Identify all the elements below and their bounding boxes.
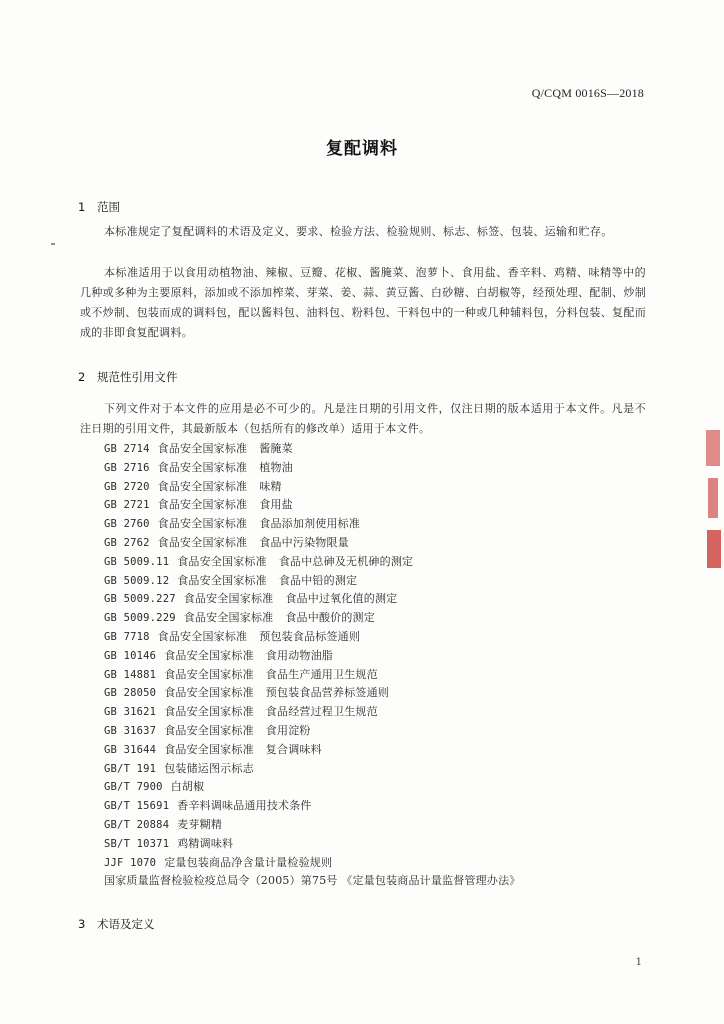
reference-code: GB 2721 [104,499,150,512]
reference-org: 食品安全国家标准 [164,705,254,719]
reference-code: JJF 1070 [104,856,157,869]
reference-org: 食品安全国家标准 [164,686,254,700]
reference-name: 白胡椒 [170,780,205,794]
reference-name: 食品中铅的测定 [278,573,358,587]
reference-item [104,816,521,835]
reference-org: 食品安全国家标准 [157,460,248,474]
reference-item [104,534,521,553]
reference-code: GB 2714 [104,443,150,455]
reference-code: GB 31621 [104,706,157,719]
reference-org: 食品安全国家标准 [157,479,248,493]
section-heading-terms [78,916,155,932]
reference-name: 食用动物油脂 [265,648,333,662]
reference-item [104,496,521,515]
reference-name: 麦芽糊精 [177,817,223,831]
section-title: 范围 [97,200,120,214]
reference-code: GB/T 7900 [104,781,163,794]
section-heading-normative-references [78,369,178,385]
reference-item [104,703,521,722]
reference-item [104,666,521,685]
reference-code: GB 2716 [104,461,150,474]
seal-fragment-2 [708,478,718,518]
reference-code: GB 2760 [104,518,150,531]
reference-name: 包装储运图示标志 [164,761,254,775]
normative-intro: 下列文件对于本文件的应用是必不可少的。凡是注日期的引用文件，仅注日期的版本适用于本文件。凡是不注日期的引用文件，其最新版本（包括所有的修改单）适用于本文件。 [80,402,646,435]
reference-name: 定量包装商品净含量计量检验规则 [164,855,333,869]
section-number: 2 [78,370,86,384]
reference-item [104,741,521,760]
reference-item [104,440,521,459]
reference-name: 复合调味料 [265,742,322,756]
reference-name: 食用淀粉 [265,723,311,737]
reference-code: GB 2762 [104,536,150,549]
reference-code: GB 10146 [104,649,157,662]
reference-item [104,684,521,703]
reference-name: 鸡精调味料 [177,836,234,850]
reference-item [104,778,521,797]
reference-name: 植物油 [259,460,293,474]
reference-org: 食品安全国家标准 [157,498,248,512]
reference-org: 食品安全国家标准 [164,667,254,681]
reference-code: GB 5009.12 [104,574,170,587]
reference-code: GB 28050 [104,687,157,700]
section-number: 1 [78,200,86,214]
reference-item [104,478,521,497]
reference-name: 食用盐 [259,498,293,512]
reference-org: 食品安全国家标准 [183,611,274,625]
standard-code: Q/CQM 0016S—2018 [531,86,644,100]
reference-name: 食品生产通用卫生规范 [265,667,378,681]
reference-name: 食品中酸价的测定 [285,611,375,625]
reference-code: GB 5009.229 [104,612,176,625]
reference-code: GB 2720 [104,480,150,493]
reference-org: 食品安全国家标准 [157,517,248,531]
scan-speck [51,243,55,245]
reference-code: GB/T 20884 [104,818,170,831]
reference-item [104,515,521,534]
reference-name: 食品中过氧化值的测定 [285,592,398,606]
reference-item [104,722,521,741]
section-number: 3 [78,917,86,931]
reference-org: 食品安全国家标准 [177,573,267,587]
reference-item [104,628,521,647]
reference-list [104,440,521,891]
reference-name: 香辛料调味品通用技术条件 [177,799,312,813]
reference-org: 食品安全国家标准 [157,629,248,643]
reference-name: 食品中总砷及无机砷的测定 [278,554,414,568]
reference-code: SB/T 10371 [104,837,170,850]
reference-item [104,647,521,666]
reference-name: 预包装食品营养标签通则 [265,686,389,700]
section-title: 术语及定义 [97,917,155,931]
reference-org: 食品安全国家标准 [164,723,254,737]
reference-code: GB 5009.11 [104,555,170,568]
section-heading-scope [78,199,120,215]
reference-name: 酱腌菜 [259,442,293,455]
reference-code: GB 31644 [104,743,157,756]
reference-item [104,553,521,572]
reference-item [104,572,521,591]
reference-org: 食品安全国家标准 [164,742,254,756]
reference-item [104,459,521,478]
reference-org: 食品安全国家标准 [177,554,267,568]
reference-item [104,797,521,816]
section-title: 规范性引用文件 [97,370,178,384]
document-title: 复配调料 [326,139,398,159]
reference-code: GB 7718 [104,630,150,643]
scope-paragraph-2: 本标准适用于以食用动植物油、辣椒、豆瓣、花椒、酱腌菜、泡萝卜、食用盐、香辛料、鸡精、味精等中的几种或多种为主要原料，添加或不添加榨菜、芽菜、姜、蒜、黄豆酱、白砂糖、白胡椒等，经预处理、配制、炒制或不炒制、包装而成的调料包，配以酱料包、油料包、粉料包、干料包中的一种或几种辅料包，分料包装、复配而成的非即食复配调料。 [80,266,646,339]
reference-code: GB/T 15691 [104,800,170,813]
reference-item [104,590,521,609]
reference-org: 食品安全国家标准 [157,442,248,455]
reference-name: 食品经营过程卫生规范 [265,705,378,719]
reference-item [104,609,521,628]
reference-org: 食品安全国家标准 [183,592,274,606]
reference-org: 食品安全国家标准 [164,648,254,662]
reference-name: 预包装食品标签通则 [259,629,361,643]
scope-paragraph-1: 本标准规定了复配调料的术语及定义、要求、检验方法、检验规则、标志、标签、包装、运输和贮存。 [104,225,613,238]
page-number: 1 [635,957,642,968]
reference-name: 国家质量监督检验检疫总局令（2005）第75号 《定量包装商品计量监督管理办法》 [104,874,521,888]
reference-org: 食品安全国家标准 [157,535,248,549]
reference-item [104,760,521,779]
reference-item [104,835,521,854]
seal-fragment-3 [707,530,721,568]
seal-fragment-1 [706,430,720,466]
reference-item [104,872,521,891]
reference-code: GB 14881 [104,668,157,681]
reference-name: 食品中污染物限量 [259,535,349,549]
reference-name: 味精 [259,479,282,493]
reference-code: GB 31637 [104,724,157,737]
reference-code: GB 5009.227 [104,593,176,606]
reference-item [104,854,521,873]
reference-name: 食品添加剂使用标准 [259,517,361,531]
reference-code: GB/T 191 [104,762,157,775]
